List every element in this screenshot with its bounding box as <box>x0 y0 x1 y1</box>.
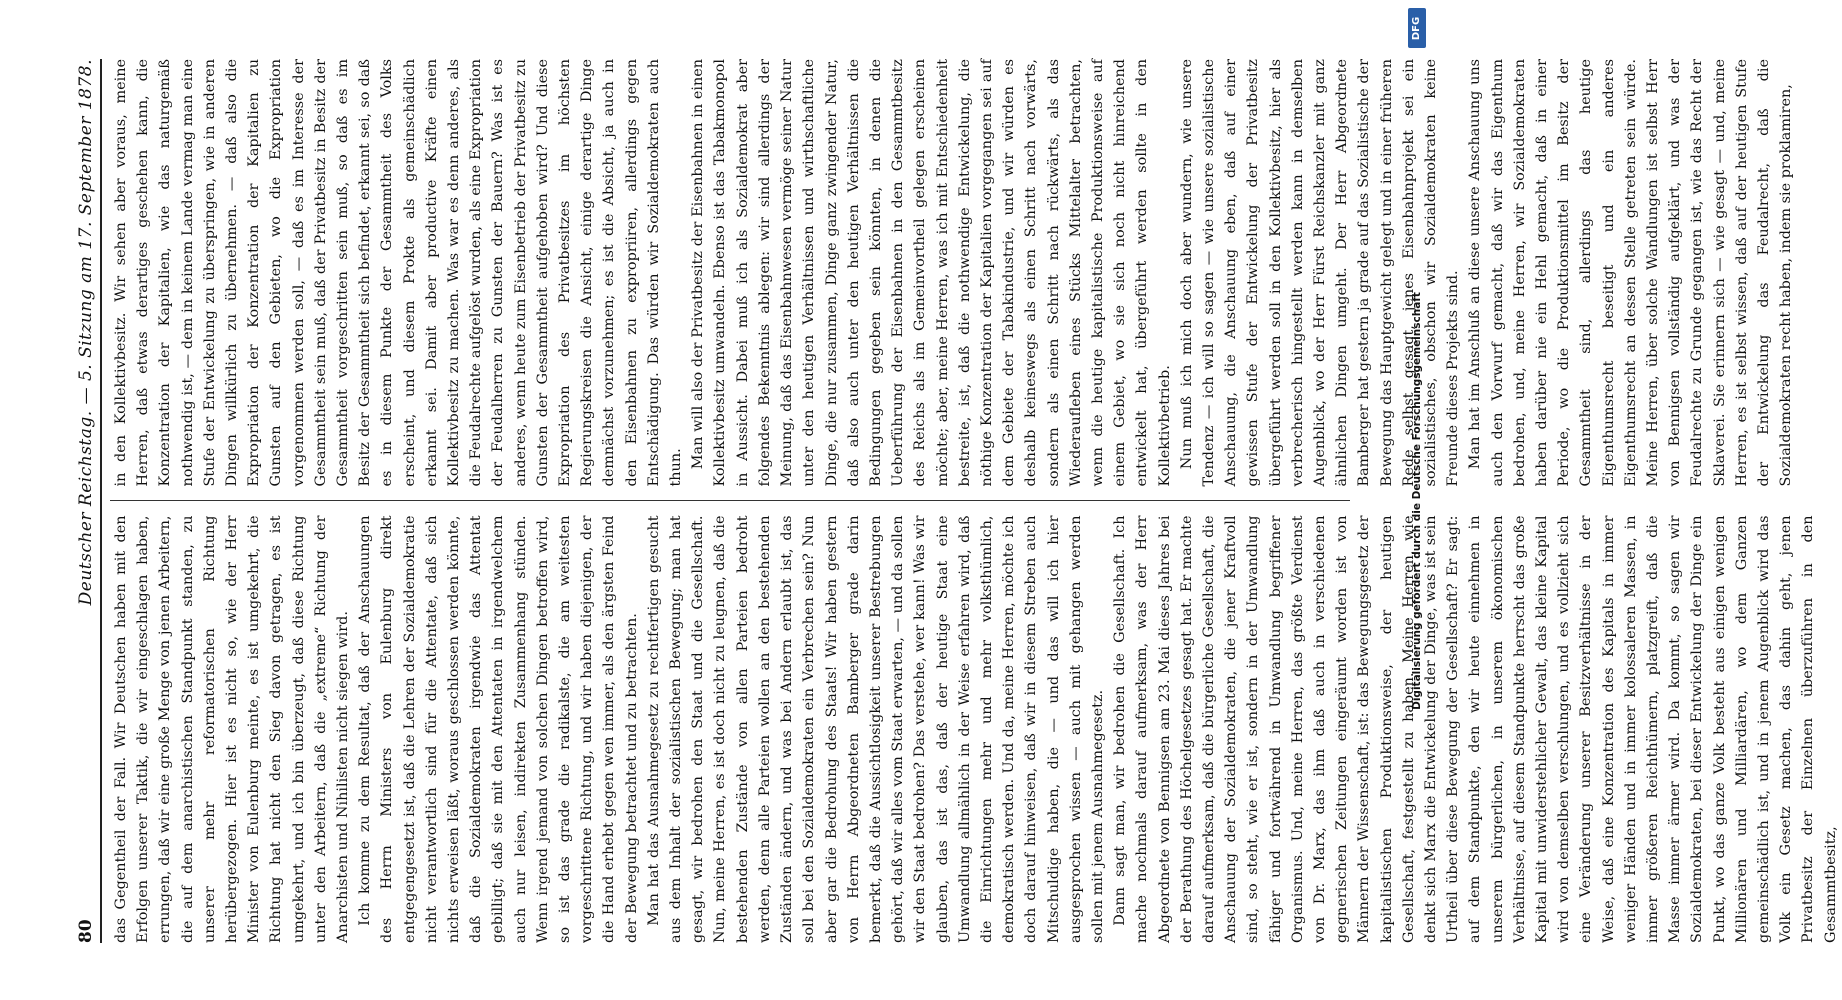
paragraph: Man hat das Ausnahmegesetz zu rechtfertigen gesucht aus dem Inhalt der sozialistischen Bewegung; man hat gesagt, wir bedrohen den Staat und die Gesellschaft. Nun, meine Herren, es ist doch nicht zu leugnen, daß die bestehenden Zustände von allen Parteien bedroht werden, denn alle Parteien wollen an den bestehenden Zuständen ändern, und was bei Andern erlaubt ist, das soll bei den Sozialdemokraten ein Verbrechen sein? Nun aber gar die Bedrohung des Staats! Wir haben gestern von Herrn Abgeordneten Bamberger grade darin bemerkt, daß die Aussichtlosigkeit unserer Bestrebungen gehört, daß wir alles vom Staat erwarten, — und da sollen wir den Staat bedrohen? Das verstehe, wer kann! Was wir glauben, das ist das, daß der heutige Staat eine Umwandlung allmählich in der Weise erfahren wird, daß die Einrichtungen mehr und mehr volksthümlich, demokratisch werden. Und da, meine Herren, möchte ich doch darauf hinweisen, daß wir in diesem Streben auch Mitschuldige haben, die — und das will ich hier ausgesprochen wissen — auch mit gehangen werden sollen mit jenem Ausnahmegesetz. <box>645 515 1106 943</box>
column-left <box>110 515 1839 944</box>
paragraph: in den Kollektivbesitz. Wir sehen aber voraus, meine Herren, daß etwas derartiges geschehen kann, die Konzentration der Kapitalien, wie das naturgemäß nothwendig ist, — dem in keinem Lande vermag man eine Stufe der Entwickelung zu überspringen, wie in anderen Dingen willkürlich zu übernehmen. — daß also die Expropriation der Konzentration der Kapitalien zu Gunsten auf den Gebieten, wo die Expropriation vorgenommen werden soll, — daß es im Interesse der Gesammtheit sein muß, daß der Privatbesitz in Besitz der Gesammtheit vorgeschritten sein muß, so daß es im Besitz der Gesammtheit sich befindet, erkannt sei, so daß es in diesem Punkte der Gesammtheit des Volks erscheint, und diesem Prokte als gemeinschädlich erkannt sei. Damit aber productive Kräfte einen Kollektivbesitz zu machen. Was war es denn anderes, als die Feudalrechte aufgelöst wurden, als eine Expropriation der Feudalherren zu Gunsten der Bauern? Was ist es anderes, wenn heute zum Eisenbetrieb der Privatbesitz zu Gunsten der Gesammtheit aufgehoben wird? Und diese Expropriation des Privatbesitzes im höchsten Regierungskreisen die Ansicht, einige derartige Dinge demnächst vorzunehmen; es ist die Absicht, ja auch in den Eisenbahnen zu expropriiren, allerdings gegen Entschädigung. Das würden wir Sozialdemokraten auch thun. <box>113 59 685 487</box>
page-number: 80 <box>76 919 96 943</box>
paragraph: Man hat im Anschluß an diese unsere Anschauung uns auch den Vorwurf gemacht, daß wir das Eigenthum bedrohen, und, meine Herren, wir Sozialdemokraten haben darüber nie ein Hehl gemacht, daß in einer Periode, wo die Produktionsmittel im Besitz der Gesammtheit sind, allerdings das heutige Eigenthumsrecht beseitigt und ein anderes Eigenthumsrecht an dessen Stelle getreten sein würde. Meine Herren, über solche Wandlungen ist selbst Herr von Bennigsen vollständig aufgeklärt, und was der Feudalrechte zu Grunde gegangen ist, wie das Recht der Sklaverei. Sie erinnern sich — wie gesagt — und, meine Herren, es ist selbst wissen, daß auf der heutigen Stufe der Entwickelung das Feudalrecht, daß die Sozialdemokraten recht haben, indem sie proklamiren, <box>1467 59 1795 487</box>
column-right <box>110 59 1795 487</box>
dfg-logo-icon <box>1408 8 1426 48</box>
page-header <box>76 59 102 943</box>
page-title: Deutscher Reichstag. — 5. Sitzung am 17. September 1878. <box>76 59 96 606</box>
paragraph: Ich komme zu dem Resultat, daß der Anschauungen des Herrn Ministers von Eulenburg direkt entgegengesetzt ist, daß die Lehren der Sozialdemokratie nicht verantwortlich sind für die Attentate, daß sich nichts erweisen läßt, woraus geschlossen werden könnte, daß die Sozialdemokraten irgendwie das Attentat gebilligt; daß sie mit den Attentaten in irgendwelchem auch nur leisen, indirekten Zusammenhang stünden. Wenn irgend jemand von solchen Dingen betroffen wird, so ist das grade die radikalste, die am weitesten vorgeschrittene Richtung, und wir haben diejenigen, der die Hand erhebt gegen wen immer, als den ärgsten Feind der Bewegung betrachtet und zu betrachten. <box>357 515 640 943</box>
dfg-logo-text: DFG <box>1411 16 1423 40</box>
funding-sidebar <box>1404 6 1430 996</box>
column-divider <box>110 501 1350 502</box>
paragraph: Dann sagt man, wir bedrohen die Gesellschaft. Ich mache nochmals darauf aufmerksam, was der Herr Abgeordnete von Bennigsen am 23. Mai dieses Jahres bei der Berathung des Höchelgesetzes gesagt hat. Er machte darauf aufmerksam, daß die bürgerliche Gesellschaft, die Anschauung der Sozialdemokraten, die jener Kraftvoll sind, so steht, wie er ist, sondern in der Umwandlung fähiger und fortwährend in Umwandlung begriffener Organismus. Und, meine Herren, das größte Verdienst von Dr. Marx, das ihm daß auch in verschiedenen gegnerischen Zeitungen eingeräumt worden ist von Männern der Wissenschaft, ist: das Bewegungsgesetz der kapitalistischen Produktionsweise, der heutigen Gesellschaft, festgestellt zu haben. Meine Herren, wie denkt sich Marx die Entwickelung der Dinge, was ist sein Urtheil über diese Bewegung der Gesellschaft? Er sagt: auf dem Standpunkte, den wir heute einnehmen in unserem bürgerlichen, in unserem ökonomischen Verhältnisse, auf diesem Standpunkte herrscht das große Kapital mit unwiderstehlicher Gewalt, das kleine Kapital wird von demselben verschlungen, und es vollzieht sich eine Veränderung unserer Besitzverhältnisse in der Weise, daß eine Konzentration des Kapitals in immer weniger Händen und in immer kolossaleren Massen, in immer größeren Reichthümern, platzgreift, daß die Masse immer ärmer wird. Da kommt, so sagen wir Sozialdemokraten, bei dieser Entwickelung der Dinge ein Punkt, wo das ganze Volk besteht aus einigen wenigen Millionären und Milliardären, wo dem Ganzen gemeinschädlich ist, und in jenem Augenblick wird das Volk ein Gesetz machen, das dahin geht, jenen Privatbesitz der Einzelnen überzuführen in den Gesammtbesitz, <box>1112 515 1839 943</box>
paragraph: Man will also der Privatbesitz der Eisenbahnen in einen Kollektivbesitz umwandeln. Ebenso ist das Tabakmonopol in Aussicht. Dabei muß ich als Sozialdemokrat aber folgendes Bekenntnis ablegen: wir sind allerdings der Meinung, daß das Eisenbahnwesen vermöge seiner Natur unter den heutigen Verhältnissen und wirthschaftliche Dinge, die nur zusammen, Dinge ganz zwingender Natur, daß also auch unter den heutigen Verhältnissen die Bedingungen gegeben sein könnten, in denen die Ueberführung der Eisenbahnen in den Gesammtbesitz des Reichs als im Gemeinvortheil gelegen erscheinen möchte; aber, meine Herren, was ich mit Entschiedenheit bestreite, ist, daß die nothwendige Entwickelung, die nöthige Konzentration der Kapitalien vorgegangen sei auf dem Gebiete der Tabakindustrie, und wir würden es deshalb keineswegs als einen Schritt nach vorwärts, sondern als einen Schritt nach rückwärts, als das Wiederaufleben eines Stücks Mittelalter betrachten, wenn die heutige kapitalistische Produktionsweise auf einem Gebiet, wo sie sich noch nicht hinreichend entwickelt hat, übergeführt werden sollte in den Kollektivbetrieb. <box>690 59 1173 487</box>
paragraph: Nun muß ich mich doch aber wundern, wie unsere Tendenz — ich will so sagen — wie unsere sozialistische Anschauung, die Anschauung eben, daß auf einer gewissen Stufe der Entwickelung der Privatbesitz übergeführt werden soll in den Kollektivbesitz, hier als verbrecherisch hingestellt werden kann in demselben Augenblick, wo der Herr Fürst Reichskanzler mit ganz ähnlichen Dingen umgeht. Der Herr Abgeordnete Bamberger hat gestern ja grade auf das Sozialistische der Bewegung das Hauptgewicht gelegt und in einer früheren Rede selbst gesagt, jenes Eisenbahnprojekt sei ein sozialistisches, obschon wir Sozialdemokraten keine Freunde dieses Projekts sind. <box>1178 59 1462 487</box>
paragraph: das Gegentheil der Fall. Wir Deutschen haben mit den Erfolgen unserer Taktik, die wir eingeschlagen haben, errungen, daß wir eine große Menge von jenen Arbeitern, die auf dem anarchistischen Standpunkt standen, zu unserer mehr reformatorischen Richtung herübergezogen. Hier ist es nicht so, wie der Herr Minister von Eulenburg meinte, es ist umgekehrt, die Richtung hat nicht den Sieg davon getragen, es ist umgekehrt, und ich bin überzeugt, daß diese Richtung unter den Arbeitern, daß die „extreme“ Richtung der Anarchisten und Nihilisten nicht siegen wird. <box>113 515 352 943</box>
funding-note: Digitalisierung gefördert durch die Deutsche Forschungsgemeinschaft <box>1411 292 1423 710</box>
